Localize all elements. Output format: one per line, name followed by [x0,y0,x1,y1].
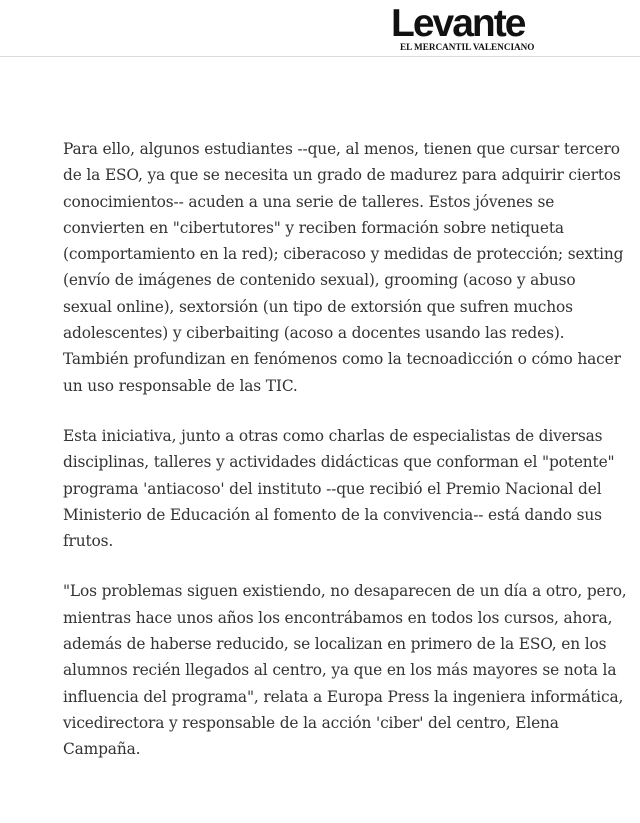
article-paragraph-2: Esta iniciativa, junto a otras como charlas de especialistas de diversas disciplinas, talleres y actividades didácticas que conforman el "potente" programa 'antiacoso' del instituto --que recibió el Premio Nacional del Ministerio de Educación al fomento de la convivencia-- está dando sus frutos. [63,426,615,551]
article-body [63,136,629,787]
logo-wordmark: Levante [391,2,525,45]
article-paragraph-1: Para ello, algunos estudiantes --que, al menos, tienen que cursar tercero de la ESO, ya que se necesita un grado de madurez para adquirir ciertos conocimientos-- acuden a una serie de talleres. Estos jóvenes se convierten en "cibertutores" y reciben formación sobre netiqueta (comportamiento en la red); ciberacoso y medidas de protección; sexting (envío de imágenes de contenido sexual), grooming (acoso y abuso sexual online), sextorsión (un tipo de extorsión que sufren muchos adolescentes) y ciberbaiting (acoso a docentes usando las redes). También profundizan en fenómenos como la tecnoadicción o cómo hacer un uso responsable de las TIC. [63,140,624,395]
logo-tagline: EL MERCANTIL VALENCIANO [400,42,535,52]
site-header [0,0,640,57]
article-paragraph-3: "Los problemas siguen existiendo, no desaparecen de un día a otro, pero, mientras hace unos años los encontrábamos en todos los cursos, ahora, además de haberse reducido, se localizan en primero de la ESO, en los alumnos recién llegados al centro, ya que en los más mayores se nota la influencia del programa", relata a Europa Press la ingeniera informática, vicedirectora y responsable de la acción 'ciber' del centro, Elena Campaña. [63,582,627,759]
levante-logo[interactable] [389,4,549,52]
